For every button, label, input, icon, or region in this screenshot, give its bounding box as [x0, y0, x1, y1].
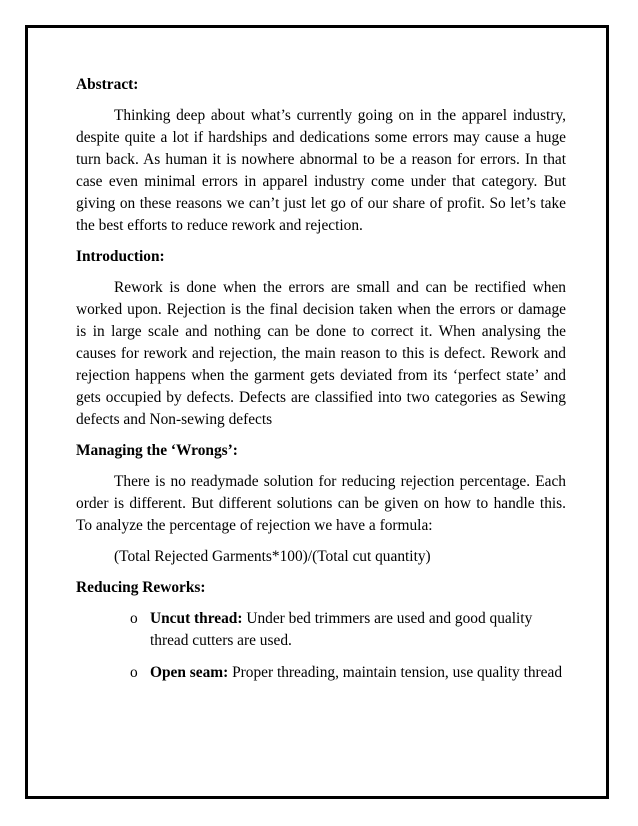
abstract-paragraph: Thinking deep about what’s currently going on in the apparel industry, despite quite a lot if hardships and dedications some errors may cause a huge turn back. As human it is nowhere abnormal to be a reason for errors. In that case even minimal errors in apparel industry come under that category. But giving on these reasons we can’t just let go of our share of profit. So let’s take the best efforts to reduce rework and rejection. [76, 107, 566, 234]
document-body [76, 74, 566, 694]
list-item [76, 662, 566, 684]
reducing-reworks-list [76, 608, 566, 684]
reducing-reworks-heading: Reducing Reworks: [76, 579, 206, 596]
rejection-formula: (Total Rejected Garments*100)/(Total cut quantity) [114, 548, 431, 565]
list-item [76, 608, 566, 652]
bullet-marker: o [130, 610, 138, 627]
bullet-marker: o [130, 664, 138, 681]
managing-wrongs-paragraph: There is no readymade solution for reducing rejection percentage. Each order is different. But different solutions can be given on how to handle this. To analyze the percentage of rejection we have a formula: [76, 473, 566, 534]
managing-wrongs-heading: Managing the ‘Wrongs’: [76, 442, 238, 459]
introduction-heading: Introduction: [76, 248, 165, 265]
list-item-text: Proper threading, maintain tension, use quality thread [228, 664, 563, 681]
abstract-heading: Abstract: [76, 76, 139, 93]
list-item-term: Uncut thread: [150, 610, 243, 627]
list-item-text: Under bed trimmers are used and good quality thread cutters are used. [150, 610, 533, 649]
introduction-paragraph: Rework is done when the errors are small and can be rectified when worked upon. Rejection is the final decision taken when the errors or damage is in large scale and nothing can be done to correct it. When analysing the causes for rework and rejection, the main reason to this is defect. Rework and rejection happens when the garment gets deviated from its ‘perfect state’ and gets occupied by defects. Defects are classified into two categories as Sewing defects and Non-sewing defects [76, 279, 566, 428]
list-item-term: Open seam: [150, 664, 229, 681]
